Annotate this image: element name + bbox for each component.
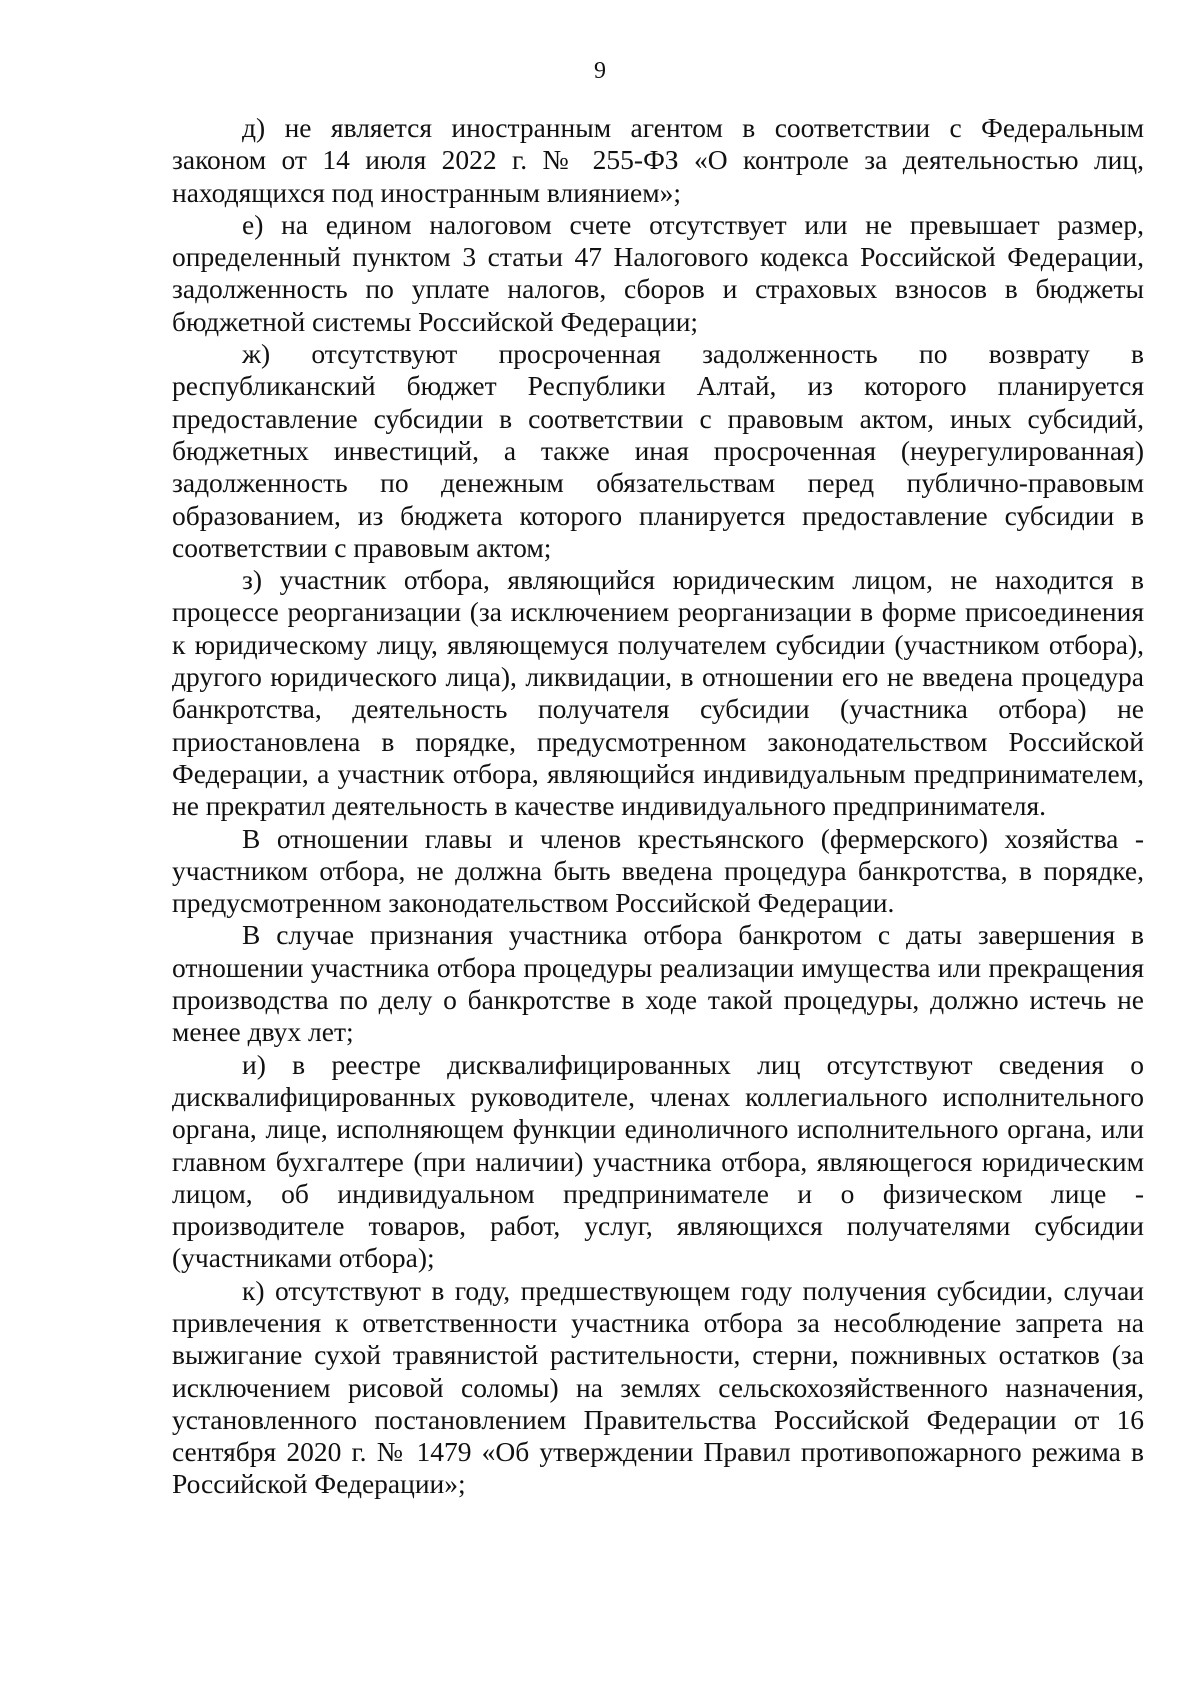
paragraph-peasant-farm: В отношении главы и членов крестьянского (фермерского) хозяйства - участником отбора, не должна быть введена процедура банкротства, в порядке, предусмотренном законодательством Российской Федерации. [172, 822, 1144, 919]
page-number: 9 [594, 58, 606, 84]
paragraph-e: е) на едином налоговом счете отсутствует или не превышает размер, определенный пунктом 3 статьи 47 Налогового кодекса Российской Федерации, задолженность по уплате налогов, сборов и страховых взносов в бюджеты бюджетной системы Российской Федерации; [172, 208, 1144, 337]
paragraph-z: з) участник отбора, являющийся юридическим лицом, не находится в процессе реорганизации (за исключением реорганизации в форме присоединения к юридическому лицу, являющемуся получателем субсидии (участником отбора), другого юридического лица), ликвидации, в отношении его не введена процедура банкротства, деятельность получателя субсидии (участника отбора) не приостановлена в порядке, предусмотренном законодательством Российской Федерации, а участник отбора, являющийся индивидуальным предпринимателем, не прекратил деятельность в качестве индивидуального предпринимателя. [172, 564, 1144, 822]
paragraph-bankruptcy: В случае признания участника отбора банкротом с даты завершения в отношении участника отбора процедуры реализации имущества или прекращения производства по делу о банкротстве в ходе такой процедуры, должно истечь не менее двух лет; [172, 919, 1144, 1048]
paragraph-d: д) не является иностранным агентом в соответствии с Федеральным законом от 14 июля 2022 г. № 255-ФЗ «О контроле за деятельностью лиц, находящихся под иностранным влиянием»; [172, 112, 1144, 208]
paragraph-zh: ж) отсутствуют просроченная задолженность по возврату в республиканский бюджет Республики Алтай, из которого планируется предоставление субсидии в соответствии с правовым актом, иных субсидий, бюджетных инвестиций, а также иная просроченная (неурегулированная) задолженность по денежным обязательствам перед публично-правовым образованием, из бюджета которого планируется предоставление субсидии в соответствии с правовым актом; [172, 338, 1144, 563]
document-body [172, 112, 1144, 1501]
paragraph-k: к) отсутствуют в году, предшествующем году получения субсидии, случаи привлечения к ответственности участника отбора за несоблюдение запрета на выжигание сухой травянистой растительности, стерни, пожнивных остатков (за исключением рисовой соломы) на землях сельскохозяйственного назначения, установленного постановлением Правительства Российской Федерации от 16 сентября 2020 г. № 1479 «Об утверждении Правил противопожарного режима в Российской Федерации»; [172, 1274, 1144, 1500]
paragraph-i: и) в реестре дисквалифицированных лиц отсутствуют сведения о дисквалифицированных руководителе, членах коллегиального исполнительного органа, лице, исполняющем функции единоличного исполнительного органа, или главном бухгалтере (при наличии) участника отбора, являющегося юридическим лицом, об индивидуальном предпринимателе и о физическом лице - производителе товаров, работ, услуг, являющихся получателями субсидии (участниками отбора); [172, 1048, 1144, 1274]
